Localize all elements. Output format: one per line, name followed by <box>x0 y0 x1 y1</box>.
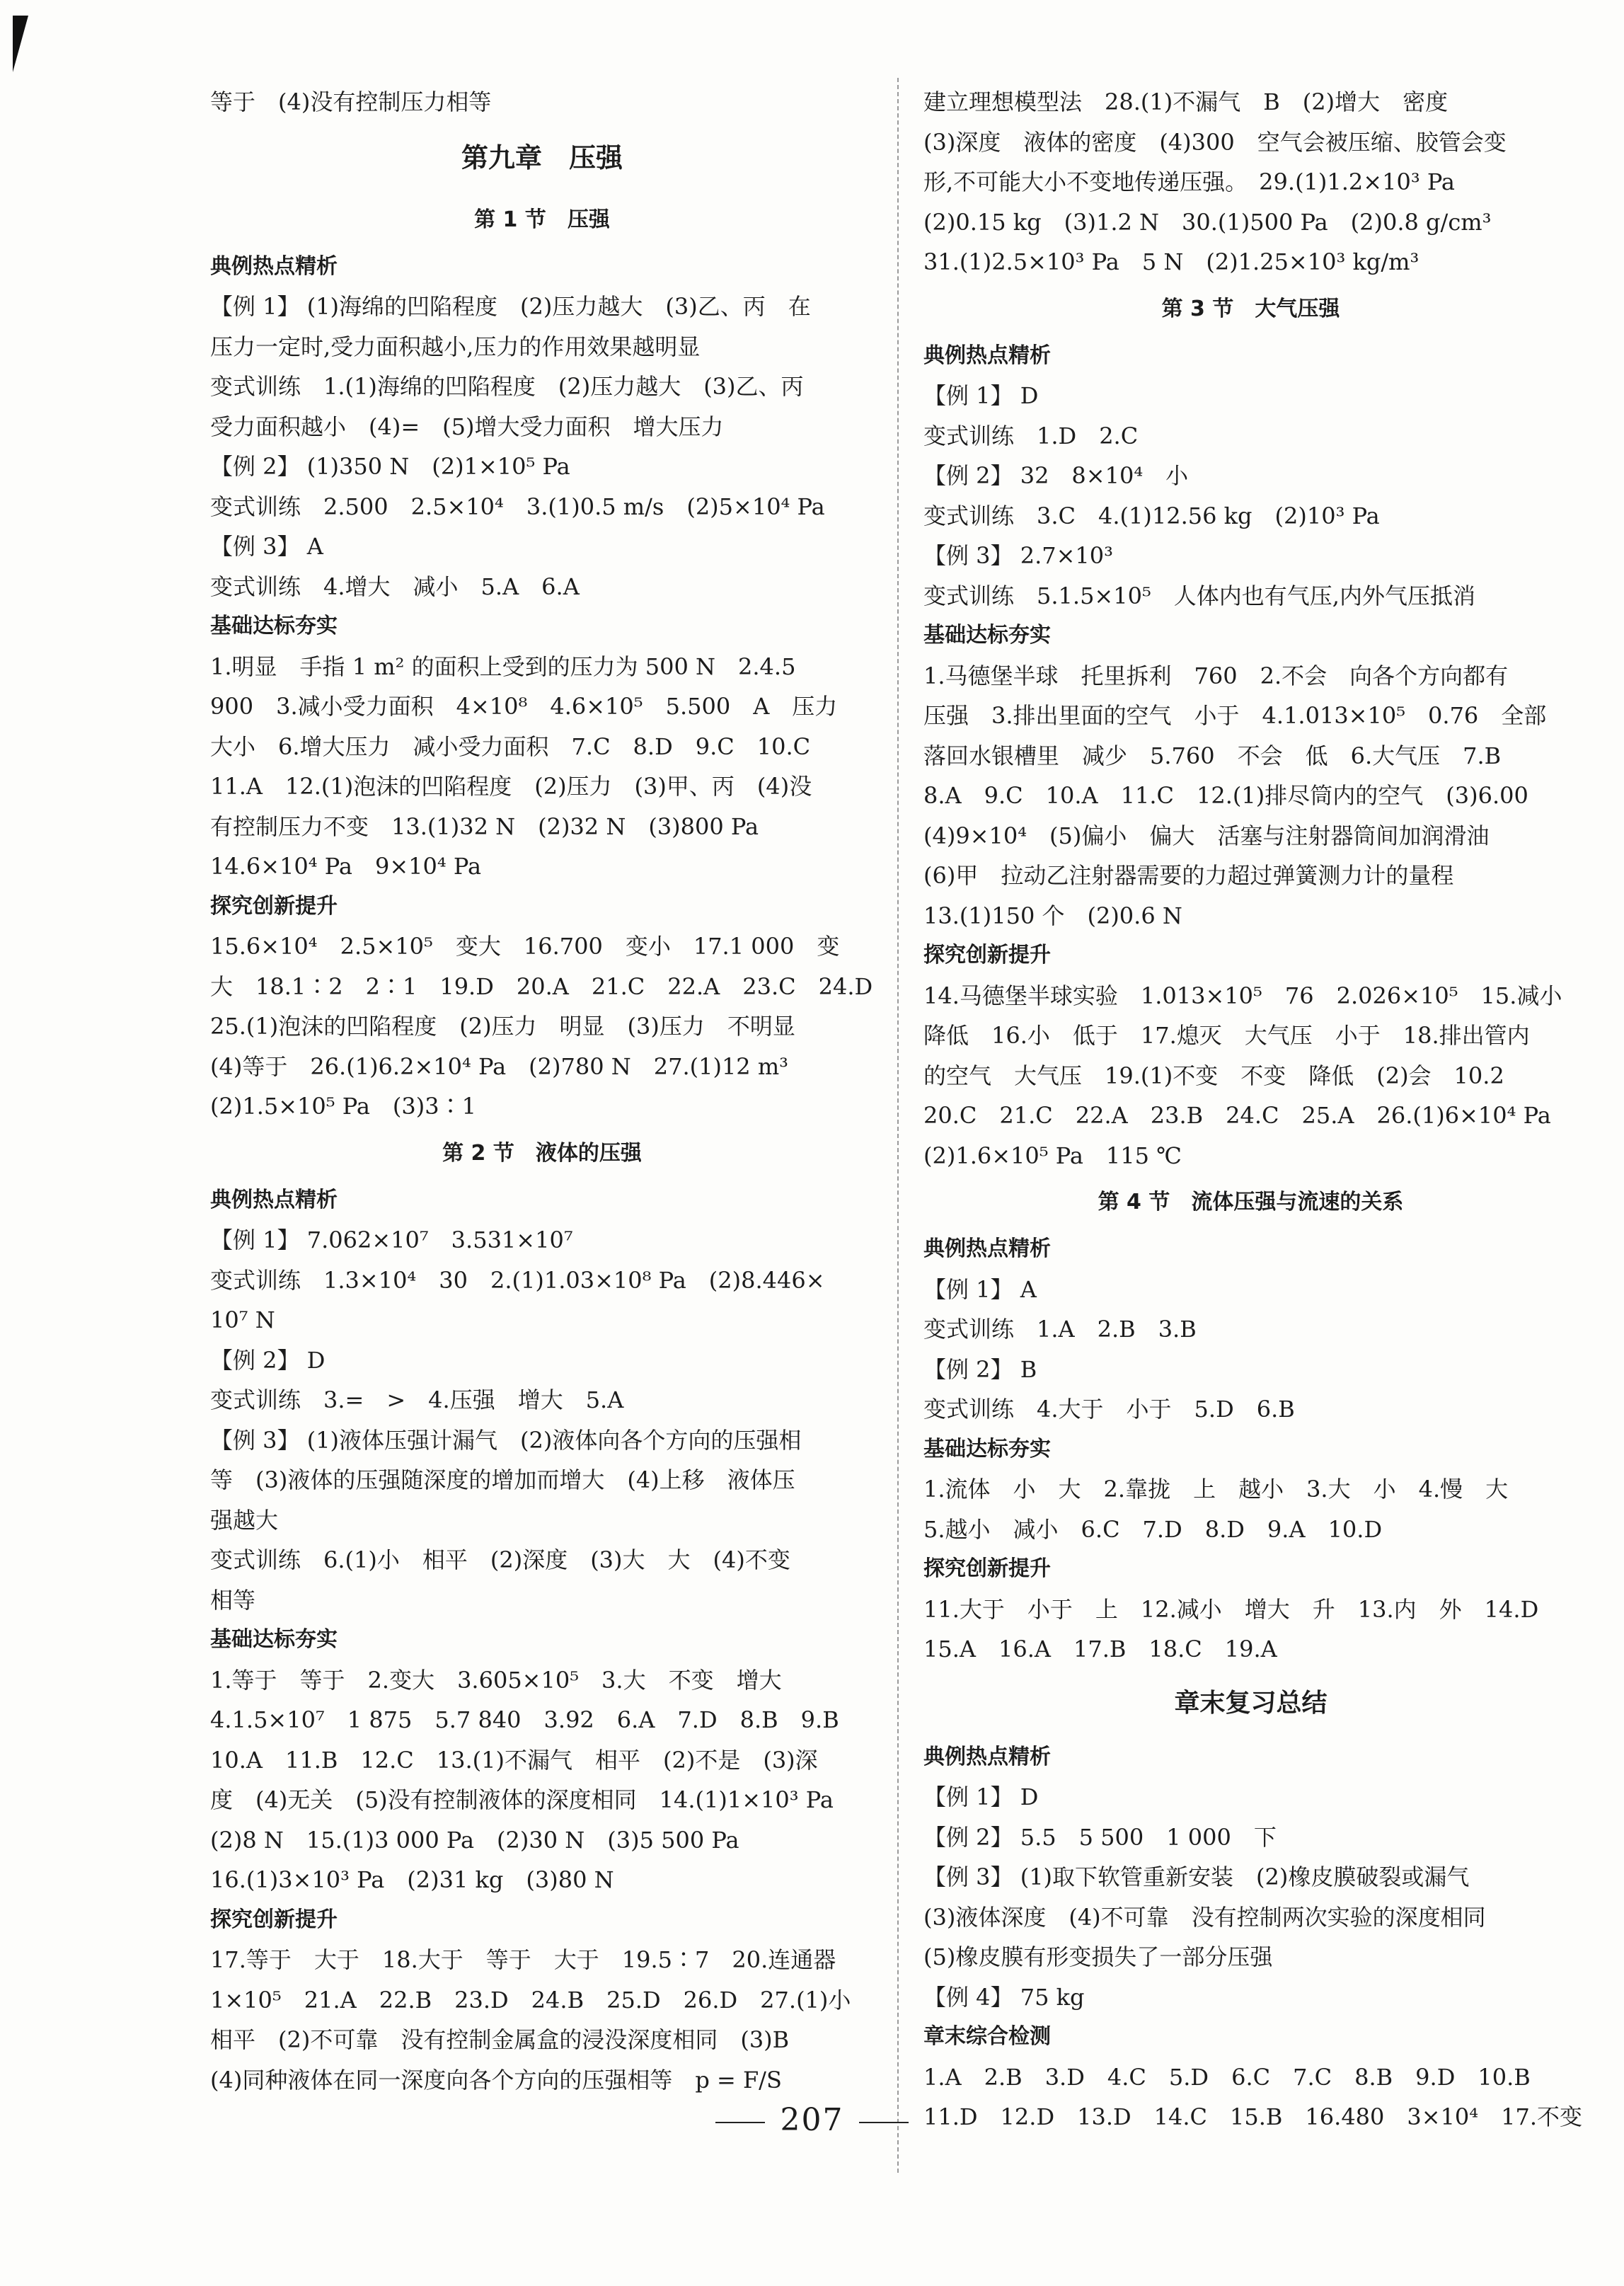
answer-line: 建立理想模型法 28.(1)不漏气 B (2)增大 密度 <box>923 88 1449 115</box>
answer-line: (2)8 N 15.(1)3 000 Pa (2)30 N (3)5 500 Pa <box>210 1826 739 1854</box>
answer-line: 变式训练 1.3×10⁴ 30 2.(1)1.03×10⁸ Pa (2)8.446× <box>210 1266 825 1294</box>
subsection-heading: 基础达标夯实 <box>923 1436 1051 1461</box>
answer-line: 大 18.1∶2 2∶1 19.D 20.A 21.C 22.A 23.C 24.D <box>210 972 873 1000</box>
answer-line: 1.马德堡半球 托里拆利 760 2.不会 向各个方向都有 <box>923 662 1509 689</box>
section-title: 第 4 节 流体压强与流速的关系 <box>1098 1190 1404 1214</box>
subsection-heading: 典例热点精析 <box>923 343 1051 368</box>
answer-line: 变式训练 5.1.5×10⁵ 人体内也有气压,内外气压抵消 <box>923 582 1475 609</box>
answer-line: 变式训练 1.D 2.C <box>923 422 1139 449</box>
answer-line: 20.C 21.C 22.A 23.B 24.C 25.A 26.(1)6×10⁴ Pa <box>923 1102 1551 1129</box>
answer-line: 【例 1】 D <box>923 382 1039 409</box>
answer-line: 14.6×10⁴ Pa 9×10⁴ Pa <box>210 853 482 880</box>
answer-line: 5.越小 减小 6.C 7.D 8.D 9.A 10.D <box>923 1515 1383 1543</box>
answer-line: 相等 <box>210 1586 256 1614</box>
answer-line: 【例 2】 B <box>923 1355 1037 1383</box>
answer-line: 变式训练 3.= > 4.压强 增大 5.A <box>210 1386 624 1413</box>
answer-line: 落回水银槽里 减少 5.760 不会 低 6.大气压 7.B <box>923 742 1502 769</box>
answer-line: 15.A 16.A 17.B 18.C 19.A <box>923 1636 1277 1662</box>
subsection-heading: 典例热点精析 <box>923 1744 1051 1769</box>
answer-line: 15.6×10⁴ 2.5×10⁵ 变大 16.700 变小 17.1 000 变 <box>210 933 840 960</box>
corner-mark <box>13 16 28 72</box>
answer-line: 大小 6.增大压力 减小受力面积 7.C 8.D 9.C 10.C <box>210 733 811 760</box>
answer-line: 【例 2】 D <box>210 1346 326 1374</box>
right-column <box>923 82 1583 2137</box>
answer-line: 降低 16.小 低于 17.熄灭 大气压 小于 18.排出管内 <box>923 1022 1530 1049</box>
section-title: 第 3 节 大气压强 <box>1161 296 1340 321</box>
answer-line: 【例 1】 7.062×10⁷ 3.531×10⁷ <box>210 1227 573 1253</box>
answer-line: (2)1.6×10⁵ Pa 115 ℃ <box>923 1142 1182 1169</box>
answer-line: 25.(1)泡沫的凹陷程度 (2)压力 明显 (3)压力 不明显 <box>210 1013 795 1040</box>
subsection-heading: 典例热点精析 <box>210 1187 338 1212</box>
answer-line: (4)同种液体在同一深度向各个方向的压强相等 p = F/S <box>210 2066 782 2093</box>
answer-line: 【例 1】 A <box>923 1275 1037 1303</box>
answer-line: 1.A 2.B 3.D 4.C 5.D 6.C 7.C 8.B 9.D 10.B <box>923 2063 1531 2091</box>
subsection-heading: 探究创新提升 <box>923 1556 1051 1581</box>
answer-line: 的空气 大气压 19.(1)不变 不变 降低 (2)会 10.2 <box>923 1062 1504 1089</box>
left-column <box>210 82 874 2100</box>
section-title: 第 1 节 压强 <box>474 207 610 232</box>
answer-line: 17.等于 大于 18.大于 等于 大于 19.5∶7 20.连通器 <box>210 1946 836 1973</box>
answer-line: 8.A 9.C 10.A 11.C 12.(1)排尽筒内的空气 (3)6.00 <box>923 782 1528 809</box>
answer-line: 【例 3】 (1)液体压强计漏气 (2)液体向各个方向的压强相 <box>210 1426 802 1454</box>
answer-line: 16.(1)3×10³ Pa (2)31 kg (3)80 N <box>210 1866 614 1893</box>
subsection-heading: 探究创新提升 <box>923 943 1051 967</box>
answer-line: 受力面积越小 (4)= (5)增大受力面积 增大压力 <box>210 413 724 440</box>
answer-line: (4)等于 26.(1)6.2×10⁴ Pa (2)780 N 27.(1)12 m³ <box>210 1052 789 1080</box>
answer-line: 【例 3】 (1)取下软管重新安装 (2)橡皮膜破裂或漏气 <box>923 1863 1470 1890</box>
subsection-heading: 基础达标夯实 <box>210 1627 338 1652</box>
answer-line: 【例 4】 75 kg <box>923 1983 1085 2011</box>
subsection-heading: 章末综合检测 <box>923 2024 1051 2049</box>
answer-line: 相平 (2)不可靠 没有控制金属盒的浸没深度相同 (3)B <box>210 2026 790 2053</box>
answer-line: 度 (4)无关 (5)没有控制液体的深度相同 14.(1)1×10³ Pa <box>210 1786 834 1813</box>
page-number-dash-right <box>859 2122 909 2123</box>
subsection-heading: 探究创新提升 <box>210 1907 338 1932</box>
answer-line: 变式训练 4.大于 小于 5.D 6.B <box>923 1396 1295 1423</box>
answer-line: 压力一定时,受力面积越小,压力的作用效果越明显 <box>210 333 701 360</box>
answer-line: 有控制压力不变 13.(1)32 N (2)32 N (3)800 Pa <box>210 812 759 840</box>
subsection-heading: 典例热点精析 <box>210 253 338 279</box>
review-title: 章末复习总结 <box>1174 1688 1328 1718</box>
answer-line: (5)橡皮膜有形变损失了一部分压强 <box>923 1943 1273 1970</box>
subsection-heading: 基础达标夯实 <box>923 623 1051 648</box>
answer-line: 【例 2】 32 8×10⁴ 小 <box>923 462 1189 489</box>
answer-line: 【例 2】 (1)350 N (2)1×10⁵ Pa <box>210 453 570 480</box>
answer-line: 【例 3】 A <box>210 533 323 560</box>
answer-line: 11.A 12.(1)泡沫的凹陷程度 (2)压力 (3)甲、丙 (4)没 <box>210 773 812 800</box>
answer-line: 10.A 11.B 12.C 13.(1)不漏气 相平 (2)不是 (3)深 <box>210 1746 818 1774</box>
answer-line: 11.D 12.D 13.D 14.C 15.B 16.480 3×10⁴ 17.不变 <box>923 2103 1583 2130</box>
answer-line: (4)9×10⁴ (5)偏小 偏大 活塞与注射器筒间加润滑油 <box>923 822 1490 849</box>
answer-line: (6)甲 拉动乙注射器需要的力超过弹簧测力计的量程 <box>923 862 1454 889</box>
subsection-heading: 探究创新提升 <box>210 893 338 919</box>
answer-line: 14.马德堡半球实验 1.013×10⁵ 76 2.026×10⁵ 15.减小 <box>923 982 1562 1009</box>
answer-line: 1×10⁵ 21.A 22.B 23.D 24.B 25.D 26.D 27.(1)小 <box>210 1986 851 2014</box>
answer-line: 变式训练 4.增大 减小 5.A 6.A <box>210 573 580 600</box>
subsection-heading: 典例热点精析 <box>923 1236 1051 1261</box>
answer-line: 31.(1)2.5×10³ Pa 5 N (2)1.25×10³ kg/m³ <box>923 248 1419 275</box>
column-divider <box>897 78 899 2173</box>
answer-line: 压强 3.排出里面的空气 小于 4.1.013×10⁵ 0.76 全部 <box>923 702 1547 729</box>
chapter-title: 第九章 压强 <box>461 142 623 173</box>
answer-line: 13.(1)150 个 (2)0.6 N <box>923 902 1182 929</box>
answer-line: 强越大 <box>210 1506 279 1534</box>
answer-line: 11.大于 小于 上 12.减小 增大 升 13.内 外 14.D <box>923 1595 1539 1623</box>
answer-line: 等 (3)液体的压强随深度的增加而增大 (4)上移 液体压 <box>210 1466 795 1493</box>
answer-line: 【例 3】 2.7×10³ <box>923 542 1113 569</box>
answer-line: 变式训练 6.(1)小 相平 (2)深度 (3)大 大 (4)不变 <box>210 1546 790 1573</box>
section-title: 第 2 节 液体的压强 <box>442 1140 642 1166</box>
answer-line: 1.流体 小 大 2.靠拢 上 越小 3.大 小 4.慢 大 <box>923 1476 1509 1503</box>
answer-line: 形,不可能大小不变地传递压强。 29.(1)1.2×10³ Pa <box>923 168 1455 195</box>
answer-line: 变式训练 1.A 2.B 3.B <box>923 1316 1197 1343</box>
answer-line: 变式训练 1.(1)海绵的凹陷程度 (2)压力越大 (3)乙、丙 <box>210 373 804 400</box>
page-number-dash-left <box>715 2122 765 2123</box>
answer-line: 变式训练 2.500 2.5×10⁴ 3.(1)0.5 m/s (2)5×10⁴ Pa <box>210 493 825 520</box>
answer-line: (3)液体深度 (4)不可靠 没有控制两次实验的深度相同 <box>923 1903 1486 1931</box>
answer-line: 1.明显 手指 1 m² 的面积上受到的压力为 500 N 2.4.5 <box>210 653 796 680</box>
subsection-heading: 基础达标夯实 <box>210 614 338 638</box>
answer-line: 【例 1】 D <box>923 1784 1039 1810</box>
answer-line: 变式训练 3.C 4.(1)12.56 kg (2)10³ Pa <box>923 502 1380 529</box>
answer-line: 4.1.5×10⁷ 1 875 5.7 840 3.92 6.A 7.D 8.B 9.B <box>210 1706 839 1733</box>
answer-line: 【例 2】 5.5 5 500 1 000 下 <box>923 1823 1277 1851</box>
answer-line: (2)0.15 kg (3)1.2 N 30.(1)500 Pa (2)0.8 g/cm³ <box>923 208 1492 236</box>
answer-line: (2)1.5×10⁵ Pa (3)3∶1 <box>210 1093 476 1120</box>
answer-line: 等于 (4)没有控制压力相等 <box>210 88 492 115</box>
answer-line: 900 3.减小受力面积 4×10⁸ 4.6×10⁵ 5.500 A 压力 <box>210 693 838 720</box>
answer-line: 【例 1】 (1)海绵的凹陷程度 (2)压力越大 (3)乙、丙 在 <box>210 293 811 320</box>
page-number <box>0 2102 1624 2138</box>
page-number-text: 207 <box>780 2102 844 2138</box>
answer-line: 10⁷ N <box>210 1306 275 1333</box>
answer-line: (3)深度 液体的密度 (4)300 空气会被压缩、胶管会变 <box>923 128 1507 156</box>
answer-line: 1.等于 等于 2.变大 3.605×10⁵ 3.大 不变 增大 <box>210 1666 782 1694</box>
